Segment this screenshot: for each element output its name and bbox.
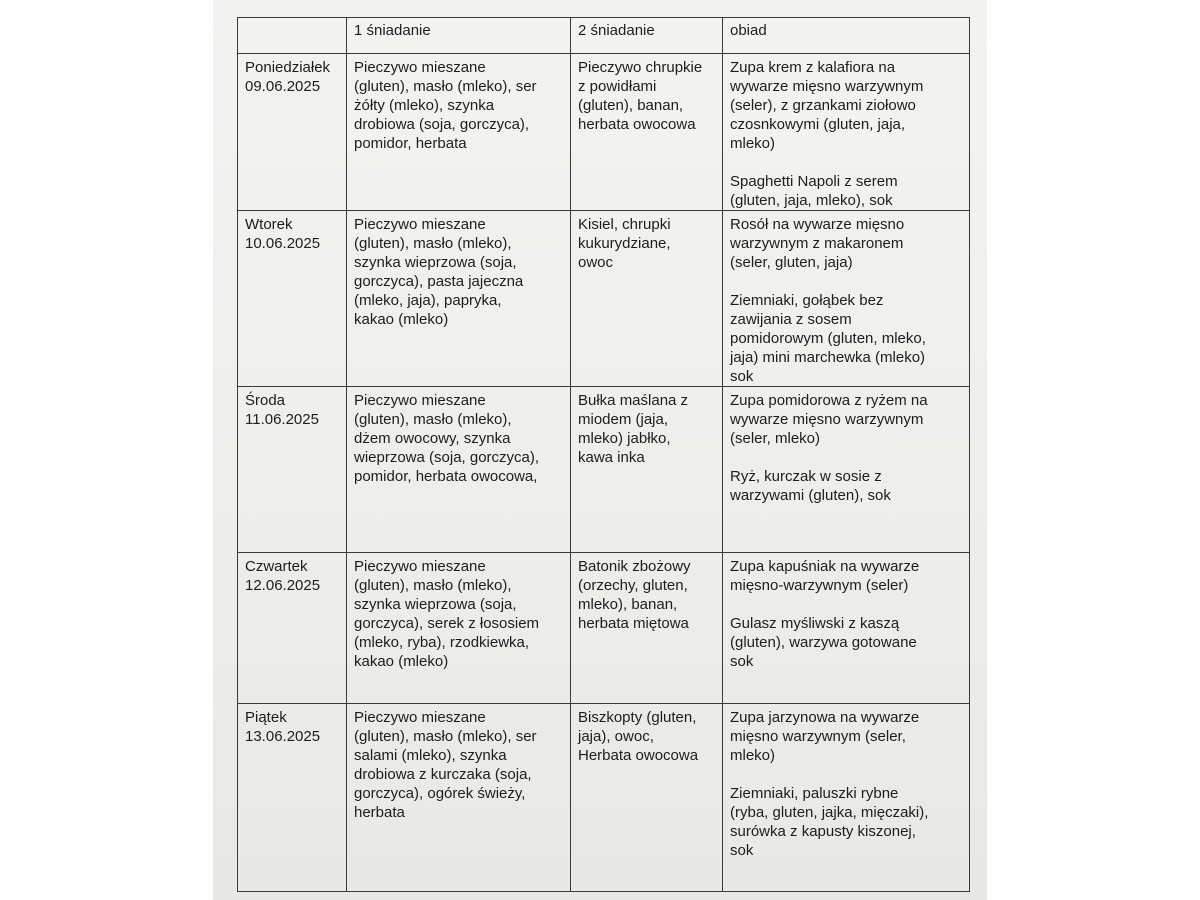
breakfast-1-cell (347, 387, 571, 553)
table-row-tuesday (238, 211, 970, 387)
lunch-cell (723, 387, 970, 553)
table-row-monday (238, 54, 970, 211)
lunch-cell (723, 704, 970, 892)
day-name: Wtorek (245, 216, 293, 233)
table-row-thursday (238, 553, 970, 704)
day-name: Poniedziałek (245, 59, 331, 76)
day-date: 13.06.2025 (245, 728, 321, 745)
day-cell (238, 211, 347, 387)
breakfast-1-text: Pieczywo mieszane (gluten), masło (mleko), szynka wieprzowa (soja, gorczyca), pasta jajeczna (mleko, jaja), papryka, kakao (mleko) (354, 216, 524, 328)
lunch-soup: Zupa jarzynowa na wywarze mięsno warzywnym (seler, mleko) (730, 709, 920, 764)
lunch-soup: Rosół na wywarze mięsno warzywnym z makaronem (seler, gluten, jaja) (730, 216, 905, 271)
breakfast-1-cell (347, 704, 571, 892)
breakfast-1-text: Pieczywo mieszane (gluten), masło (mleko), dżem owocowy, szynka wieprzowa (soja, gorczyca), pomidor, herbata owocowa, (354, 392, 540, 485)
breakfast-2-cell (571, 211, 723, 387)
breakfast-2-text: Bułka maślana z miodem (jaja, mleko) jabłko, kawa inka (578, 392, 689, 466)
breakfast-2-text: Batonik zbożowy (orzechy, gluten, mleko), banan, herbata miętowa (578, 558, 691, 632)
breakfast-1-text: Pieczywo mieszane (gluten), masło (mleko), ser żółty (mleko), szynka drobiowa (soja, gorczyca), pomidor, herbata (354, 59, 537, 152)
breakfast-1-text: Pieczywo mieszane (gluten), masło (mleko), szynka wieprzowa (soja, gorczyca), serek z łososiem (mleko, ryba), rzodkiewka, kakao (mleko) (354, 558, 540, 670)
day-name: Czwartek (245, 558, 308, 575)
table-row-wednesday (238, 387, 970, 553)
table-row-friday (238, 704, 970, 892)
lunch-cell (723, 54, 970, 211)
breakfast-2-text: Kisiel, chrupki kukurydziane, owoc (578, 216, 671, 271)
lunch-main: Spaghetti Napoli z serem (gluten, jaja, mleko), sok (730, 173, 898, 209)
day-cell (238, 387, 347, 553)
breakfast-2-text: Biszkopty (gluten, jaja), owoc, Herbata owocowa (578, 709, 699, 764)
day-date: 10.06.2025 (245, 235, 321, 252)
lunch-cell (723, 553, 970, 704)
day-cell (238, 553, 347, 704)
header-day (238, 18, 347, 54)
breakfast-2-cell (571, 704, 723, 892)
header-lunch: obiad (723, 18, 970, 54)
breakfast-2-text: Pieczywo chrupkie z powidłami (gluten), banan, herbata owocowa (578, 59, 703, 133)
lunch-main: Gulasz myśliwski z kaszą (gluten), warzywa gotowane sok (730, 615, 917, 670)
breakfast-2-cell (571, 54, 723, 211)
breakfast-1-cell (347, 54, 571, 211)
breakfast-2-cell (571, 553, 723, 704)
breakfast-2-cell (571, 387, 723, 553)
day-name: Piątek (245, 709, 287, 726)
breakfast-1-cell (347, 553, 571, 704)
day-date: 12.06.2025 (245, 577, 321, 594)
day-date: 09.06.2025 (245, 78, 321, 95)
lunch-main: Ziemniaki, gołąbek bez zawijania z sosem pomidorowym (gluten, mleko, jaja) mini marchewka (mleko) sok (730, 292, 926, 385)
day-cell (238, 704, 347, 892)
breakfast-1-cell (347, 211, 571, 387)
lunch-cell (723, 211, 970, 387)
day-date: 11.06.2025 (245, 411, 319, 428)
day-cell (238, 54, 347, 211)
lunch-soup: Zupa kapuśniak na wywarze mięsno-warzywnym (seler) (730, 558, 920, 594)
header-row (238, 18, 970, 54)
header-breakfast-2: 2 śniadanie (571, 18, 723, 54)
lunch-main: Ziemniaki, paluszki rybne (ryba, gluten, jajka, mięczaki), surówka z kapusty kiszonej, sok (730, 785, 929, 859)
breakfast-1-text: Pieczywo mieszane (gluten), masło (mleko), ser salami (mleko), szynka drobiowa z kurczaka (soja, gorczyca), ogórek świeży, herbata (354, 709, 537, 821)
lunch-soup: Zupa krem z kalafiora na wywarze mięsno warzywnym (seler), z grzankami ziołowo czosnkowymi (gluten, jaja, mleko) (730, 59, 924, 152)
lunch-soup: Zupa pomidorowa z ryżem na wywarze mięsno warzywnym (seler, mleko) (730, 392, 928, 447)
day-name: Środa (245, 392, 286, 409)
lunch-main: Ryż, kurczak w sosie z warzywami (gluten), sok (730, 468, 891, 504)
weekly-menu-table (237, 17, 970, 892)
header-breakfast-1: 1 śniadanie (347, 18, 571, 54)
